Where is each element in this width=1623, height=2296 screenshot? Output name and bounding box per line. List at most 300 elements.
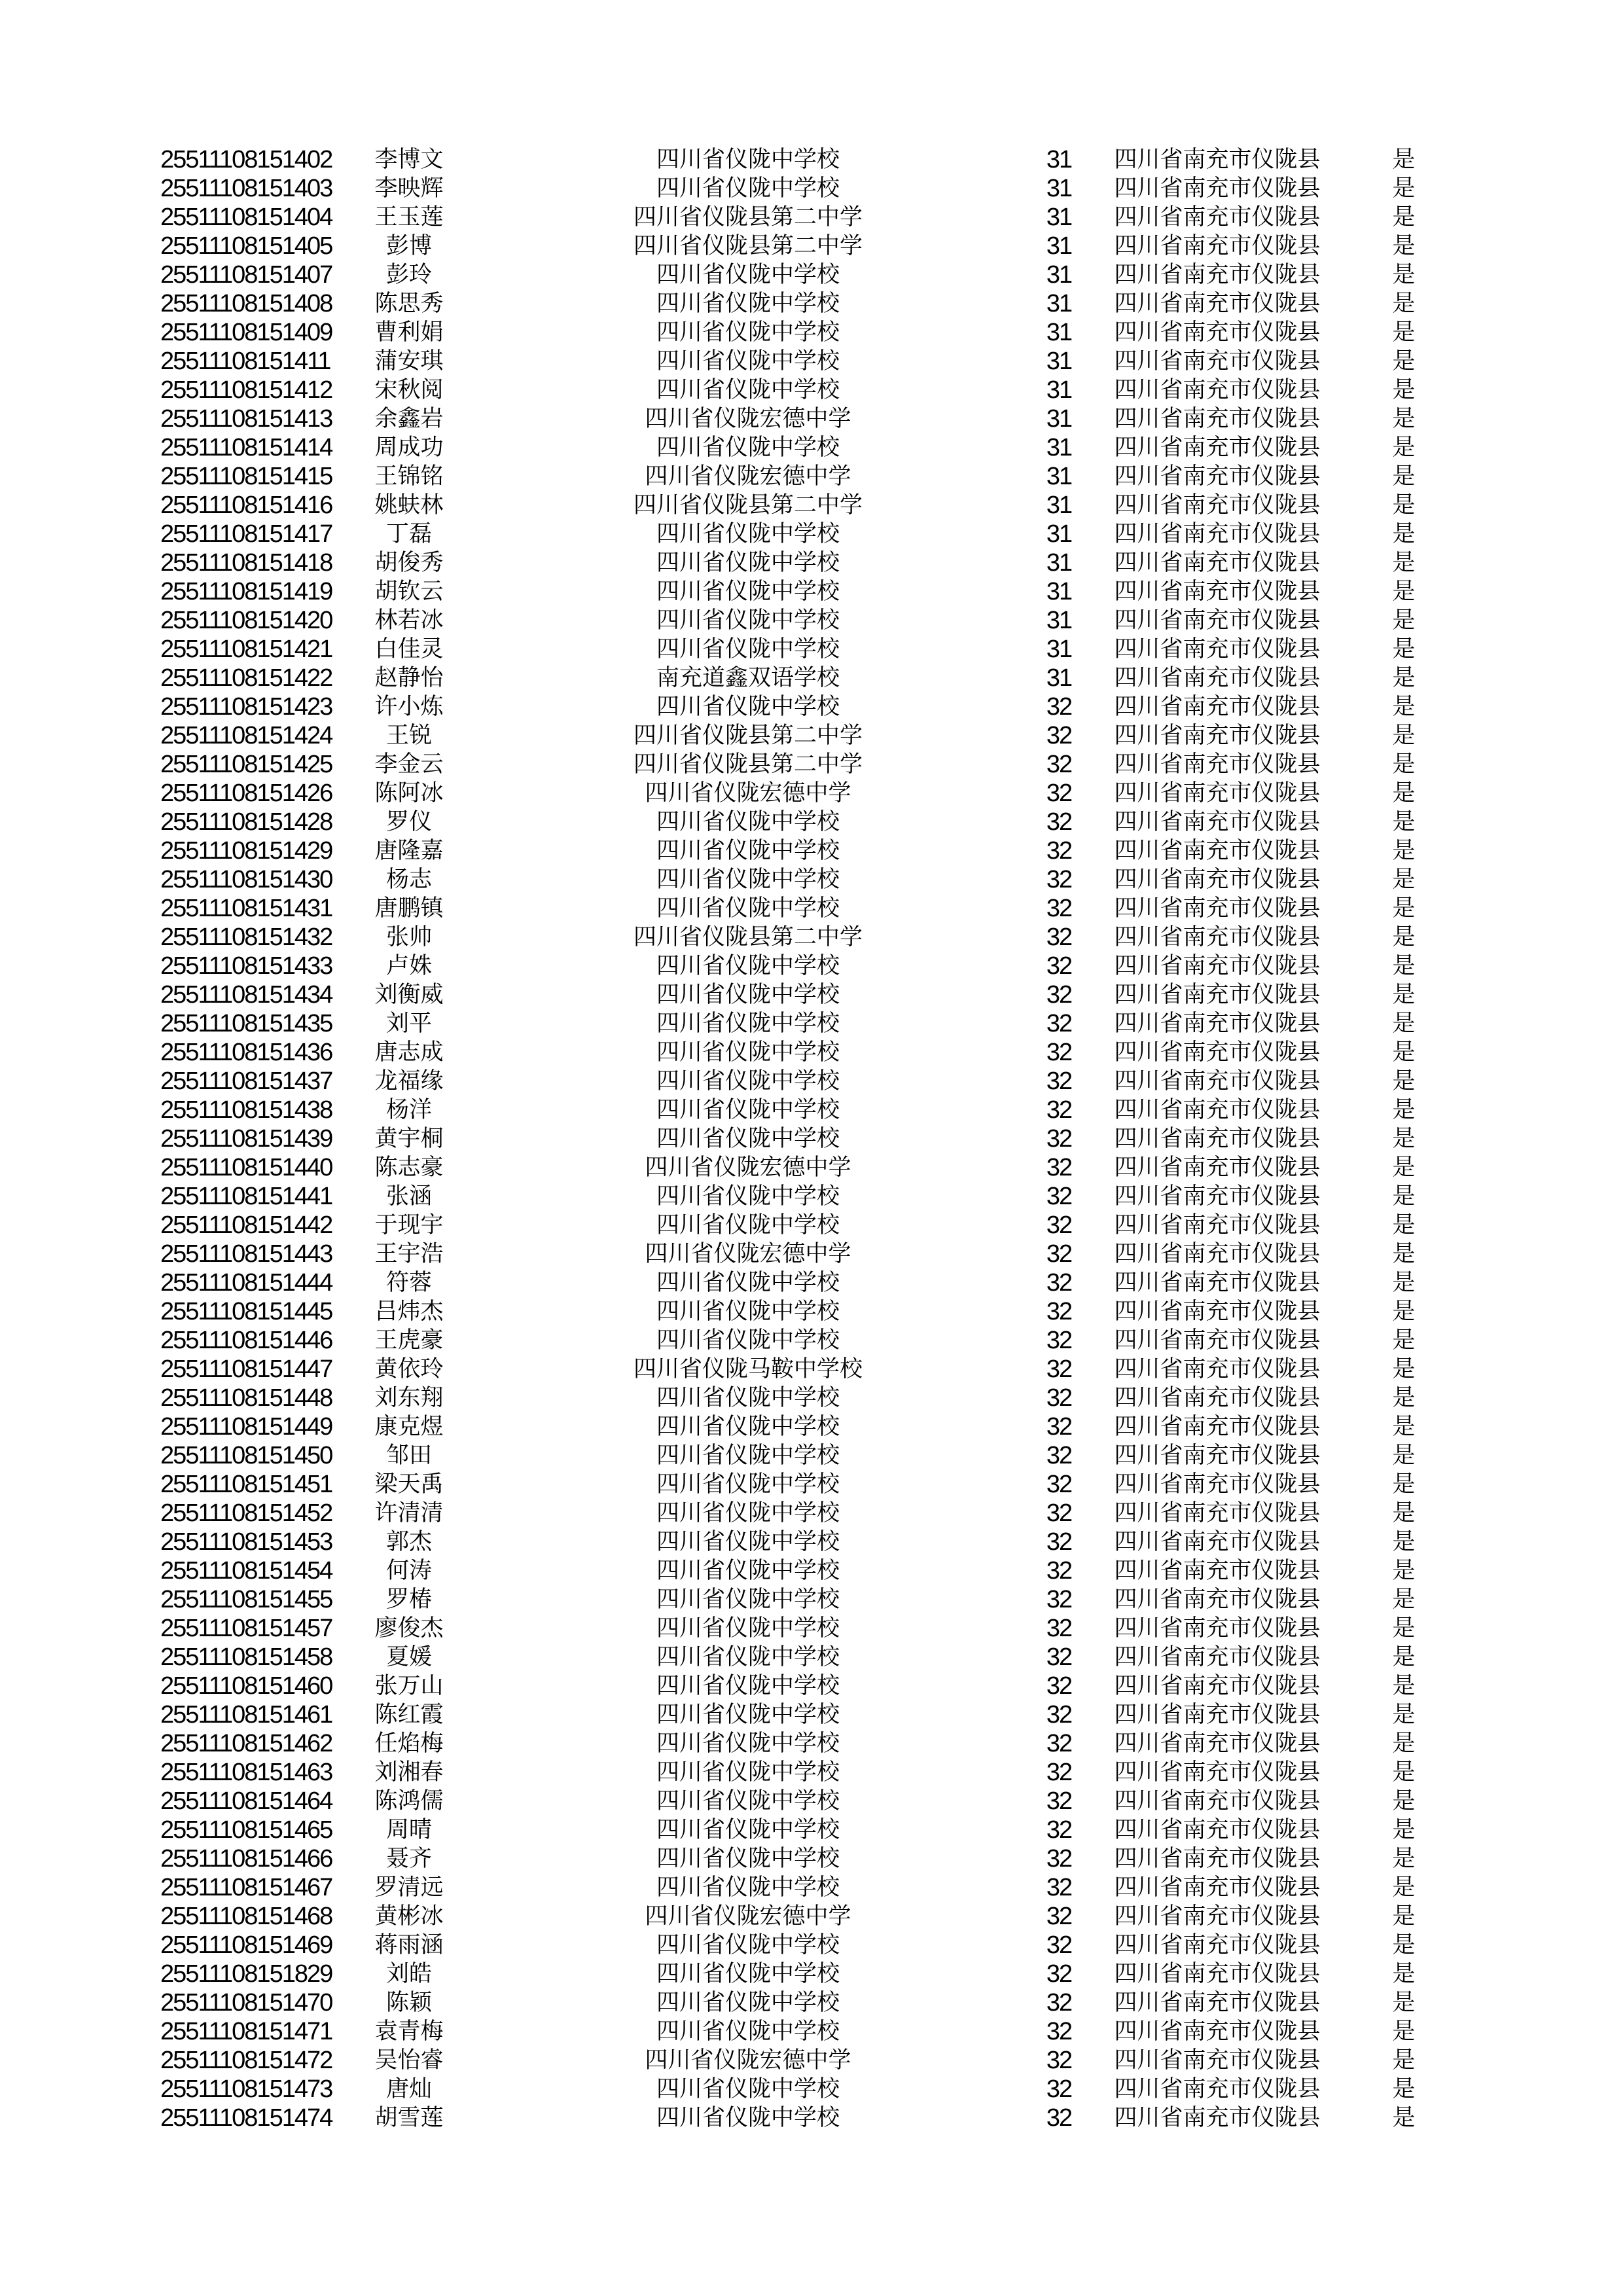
table-row [0,548,1623,577]
district-name: 四川省南充市仪陇县 [1114,1615,1321,1641]
district-name: 四川省南充市仪陇县 [1114,492,1321,518]
exam-id: 25511108151450 [160,1442,332,1469]
group-number: 32 [1046,1672,1072,1700]
student-name: 陈阿冰 [374,780,444,806]
fresh-graduate-flag: 是 [1392,2018,1416,2044]
student-name: 郭杰 [385,1529,432,1554]
fresh-graduate-flag: 是 [1392,291,1416,316]
school-name: 四川省仪陇中学校 [656,1385,840,1410]
school-name: 四川省仪陇中学校 [656,867,840,892]
exam-id: 25511108151474 [160,2104,332,2132]
exam-id: 25511108151403 [160,175,332,202]
fresh-graduate-flag: 是 [1392,1039,1416,1065]
district-name: 四川省南充市仪陇县 [1114,1299,1321,1324]
district-name: 四川省南充市仪陇县 [1114,463,1321,489]
exam-id: 25511108151460 [160,1672,332,1700]
school-name: 四川省仪陇中学校 [656,1846,840,1871]
student-name: 许小炼 [374,694,444,719]
school-name: 四川省仪陇县第二中学 [633,492,863,518]
school-name: 四川省仪陇中学校 [656,1702,840,1727]
district-name: 四川省南充市仪陇县 [1114,1471,1321,1497]
fresh-graduate-flag: 是 [1392,723,1416,748]
student-name: 刘平 [385,1011,432,1036]
fresh-graduate-flag: 是 [1392,636,1416,662]
exam-id: 25511108151465 [160,1816,332,1844]
fresh-graduate-flag: 是 [1392,1644,1416,1670]
group-number: 32 [1046,1586,1072,1613]
district-name: 四川省南充市仪陇县 [1114,2018,1321,2044]
student-name: 夏媛 [385,1644,432,1670]
district-name: 四川省南充市仪陇县 [1114,636,1321,662]
table-row [0,1470,1623,1499]
table-row [0,980,1623,1009]
district-name: 四川省南充市仪陇县 [1114,1788,1321,1814]
fresh-graduate-flag: 是 [1392,463,1416,489]
group-number: 32 [1046,1874,1072,1901]
table-row [0,1988,1623,2017]
table-row [0,2046,1623,2075]
district-name: 四川省南充市仪陇县 [1114,1385,1321,1410]
student-name: 康克煜 [374,1414,444,1439]
table-row [0,1009,1623,1038]
table-row [0,1038,1623,1067]
group-number: 31 [1046,463,1072,490]
school-name: 四川省仪陇中学校 [656,1011,840,1036]
student-name: 聂齐 [385,1846,432,1871]
student-name: 王玉莲 [374,204,444,230]
table-row [0,1124,1623,1153]
district-name: 四川省南充市仪陇县 [1114,204,1321,230]
exam-id: 25511108151457 [160,1615,332,1642]
table-row [0,721,1623,750]
student-name: 李映辉 [374,175,444,201]
district-name: 四川省南充市仪陇县 [1114,867,1321,892]
school-name: 四川省仪陇中学校 [656,319,840,345]
exam-id: 25511108151425 [160,751,332,778]
exam-id: 25511108151419 [160,578,332,605]
student-name: 丁磊 [385,521,432,547]
fresh-graduate-flag: 是 [1392,579,1416,604]
school-name: 四川省仪陇中学校 [656,1529,840,1554]
fresh-graduate-flag: 是 [1392,492,1416,518]
student-name: 刘东翔 [374,1385,444,1410]
fresh-graduate-flag: 是 [1392,1155,1416,1180]
group-number: 32 [1046,2047,1072,2074]
group-number: 31 [1046,232,1072,260]
group-number: 32 [1046,780,1072,807]
exam-id: 25511108151417 [160,520,332,548]
fresh-graduate-flag: 是 [1392,1558,1416,1583]
group-number: 32 [1046,1039,1072,1066]
fresh-graduate-flag: 是 [1392,953,1416,978]
fresh-graduate-flag: 是 [1392,1011,1416,1036]
school-name: 四川省仪陇中学校 [656,348,840,374]
district-name: 四川省南充市仪陇县 [1114,1068,1321,1094]
fresh-graduate-flag: 是 [1392,1932,1416,1958]
school-name: 四川省仪陇中学校 [656,1183,840,1209]
table-row [0,462,1623,491]
student-name: 罗椿 [385,1587,432,1612]
student-name: 唐灿 [385,2076,432,2102]
group-number: 32 [1046,1125,1072,1153]
fresh-graduate-flag: 是 [1392,1126,1416,1151]
district-name: 四川省南充市仪陇县 [1114,435,1321,460]
table-row [0,289,1623,318]
student-name: 罗清远 [374,1874,444,1900]
district-name: 四川省南充市仪陇县 [1114,1155,1321,1180]
group-number: 32 [1046,1154,1072,1181]
group-number: 32 [1046,952,1072,980]
student-name: 白佳灵 [374,636,444,662]
exam-id: 25511108151458 [160,1643,332,1671]
exam-id: 25511108151455 [160,1586,332,1613]
student-name: 袁青梅 [374,2018,444,2044]
school-name: 四川省仪陇中学校 [656,1443,840,1468]
group-number: 31 [1046,261,1072,289]
district-name: 四川省南充市仪陇县 [1114,1414,1321,1439]
district-name: 四川省南充市仪陇县 [1114,1126,1321,1151]
student-name: 蒋雨涵 [374,1932,444,1958]
school-name: 四川省仪陇中学校 [656,1068,840,1094]
student-name: 张帅 [385,924,432,950]
student-name: 梁天禹 [374,1471,444,1497]
school-name: 四川省仪陇马鞍中学校 [633,1356,863,1382]
fresh-graduate-flag: 是 [1392,1500,1416,1526]
student-name: 唐鹏镇 [374,895,444,921]
group-number: 32 [1046,1471,1072,1498]
school-name: 四川省仪陇中学校 [656,175,840,201]
district-name: 四川省南充市仪陇县 [1114,2105,1321,2130]
school-name: 四川省仪陇宏德中学 [645,463,851,489]
group-number: 32 [1046,1355,1072,1383]
exam-id: 25511108151444 [160,1269,332,1297]
fresh-graduate-flag: 是 [1392,1702,1416,1727]
exam-id: 25511108151461 [160,1701,332,1729]
table-row [0,1902,1623,1931]
fresh-graduate-flag: 是 [1392,1817,1416,1842]
group-number: 32 [1046,722,1072,749]
student-name: 唐隆嘉 [374,838,444,863]
table-row [0,1643,1623,1672]
school-name: 四川省仪陇中学校 [656,2018,840,2044]
group-number: 31 [1046,520,1072,548]
student-name: 陈红霞 [374,1702,444,1727]
table-row [0,1528,1623,1556]
group-number: 31 [1046,175,1072,202]
district-name: 四川省南充市仪陇县 [1114,262,1321,287]
school-name: 四川省仪陇中学校 [656,607,840,633]
exam-id: 25511108151473 [160,2075,332,2103]
exam-id: 25511108151443 [160,1240,332,1268]
table-row [0,1672,1623,1700]
group-number: 32 [1046,1816,1072,1844]
table-row [0,2017,1623,2046]
school-name: 四川省仪陇宏德中学 [645,1155,851,1180]
district-name: 四川省南充市仪陇县 [1114,1587,1321,1612]
table-row [0,376,1623,404]
district-name: 四川省南充市仪陇县 [1114,838,1321,863]
fresh-graduate-flag: 是 [1392,1788,1416,1814]
group-number: 32 [1046,2104,1072,2132]
student-name: 卢姝 [385,953,432,978]
exam-id: 25511108151420 [160,607,332,634]
fresh-graduate-flag: 是 [1392,406,1416,431]
table-row [0,952,1623,980]
student-name: 胡俊秀 [374,550,444,575]
exam-id: 25511108151435 [160,1010,332,1037]
fresh-graduate-flag: 是 [1392,1673,1416,1698]
group-number: 32 [1046,1327,1072,1354]
fresh-graduate-flag: 是 [1392,895,1416,921]
student-name: 胡雪莲 [374,2105,444,2130]
exam-id: 25511108151464 [160,1787,332,1815]
student-name: 胡钦云 [374,579,444,604]
district-name: 四川省南充市仪陇县 [1114,1241,1321,1266]
school-name: 四川省仪陇中学校 [656,1500,840,1526]
group-number: 32 [1046,1931,1072,1959]
group-number: 32 [1046,1615,1072,1642]
district-name: 四川省南充市仪陇县 [1114,1500,1321,1526]
district-name: 四川省南充市仪陇县 [1114,1874,1321,1900]
table-row [0,894,1623,923]
fresh-graduate-flag: 是 [1392,348,1416,374]
district-name: 四川省南充市仪陇县 [1114,147,1321,172]
fresh-graduate-flag: 是 [1392,1471,1416,1497]
table-row [0,1355,1623,1384]
district-name: 四川省南充市仪陇县 [1114,895,1321,921]
district-name: 四川省南充市仪陇县 [1114,1529,1321,1554]
school-name: 四川省仪陇县第二中学 [633,233,863,259]
district-name: 四川省南充市仪陇县 [1114,175,1321,201]
district-name: 四川省南充市仪陇县 [1114,1183,1321,1209]
school-name: 四川省仪陇中学校 [656,1039,840,1065]
school-name: 四川省仪陇中学校 [656,435,840,460]
district-name: 四川省南充市仪陇县 [1114,1961,1321,1986]
fresh-graduate-flag: 是 [1392,319,1416,345]
student-name: 黄彬冰 [374,1903,444,1929]
table-row [0,1816,1623,1844]
table-row [0,577,1623,606]
student-name: 张涵 [385,1183,432,1209]
school-name: 四川省仪陇中学校 [656,291,840,316]
exam-id: 25511108151471 [160,2018,332,2045]
group-number: 32 [1046,1010,1072,1037]
student-name: 赵静怡 [374,665,444,691]
fresh-graduate-flag: 是 [1392,1183,1416,1209]
exam-id: 25511108151441 [160,1183,332,1210]
exam-id: 25511108151418 [160,549,332,577]
school-name: 四川省仪陇中学校 [656,809,840,834]
student-name: 余鑫岩 [374,406,444,431]
student-name: 陈鸿儒 [374,1788,444,1814]
group-number: 32 [1046,1903,1072,1930]
group-number: 32 [1046,808,1072,836]
table-row [0,1153,1623,1182]
table-row [0,1412,1623,1441]
group-number: 32 [1046,924,1072,951]
exam-id: 25511108151415 [160,463,332,490]
group-number: 32 [1046,1298,1072,1325]
student-name: 许清清 [374,1500,444,1526]
exam-id: 25511108151442 [160,1211,332,1239]
school-name: 四川省仪陇县第二中学 [633,751,863,777]
exam-id: 25511108151402 [160,146,332,173]
exam-id: 25511108151472 [160,2047,332,2074]
group-number: 32 [1046,1528,1072,1556]
group-number: 32 [1046,2018,1072,2045]
table-row [0,260,1623,289]
school-name: 四川省仪陇中学校 [656,1874,840,1900]
fresh-graduate-flag: 是 [1392,1414,1416,1439]
student-name: 吕炜杰 [374,1299,444,1324]
table-row [0,779,1623,808]
school-name: 四川省仪陇宏德中学 [645,780,851,806]
table-row [0,1758,1623,1787]
district-name: 四川省南充市仪陇县 [1114,751,1321,777]
district-name: 四川省南充市仪陇县 [1114,982,1321,1007]
group-number: 32 [1046,1269,1072,1297]
exam-id: 25511108151437 [160,1067,332,1095]
fresh-graduate-flag: 是 [1392,694,1416,719]
group-number: 32 [1046,751,1072,778]
fresh-graduate-flag: 是 [1392,1529,1416,1554]
fresh-graduate-flag: 是 [1392,1356,1416,1382]
table-row [0,404,1623,433]
table-row [0,1960,1623,1988]
group-number: 32 [1046,837,1072,865]
exam-id: 25511108151440 [160,1154,332,1181]
exam-id: 25511108151445 [160,1298,332,1325]
exam-id: 25511108151414 [160,434,332,461]
group-number: 32 [1046,1413,1072,1441]
group-number: 32 [1046,895,1072,922]
fresh-graduate-flag: 是 [1392,435,1416,460]
school-name: 南充道鑫双语学校 [656,665,840,691]
group-number: 32 [1046,1183,1072,1210]
student-name: 唐志成 [374,1039,444,1065]
exam-id: 25511108151429 [160,837,332,865]
student-name: 任焰梅 [374,1731,444,1756]
exam-id: 25511108151466 [160,1845,332,1873]
table-row [0,1873,1623,1902]
exam-id: 25511108151432 [160,924,332,951]
school-name: 四川省仪陇中学校 [656,262,840,287]
table-row [0,1182,1623,1211]
school-name: 四川省仪陇中学校 [656,1615,840,1641]
district-name: 四川省南充市仪陇县 [1114,665,1321,691]
group-number: 31 [1046,405,1072,433]
fresh-graduate-flag: 是 [1392,1874,1416,1900]
table-row [0,635,1623,664]
district-name: 四川省南充市仪陇县 [1114,1759,1321,1785]
table-row [0,433,1623,462]
student-name: 王锦铭 [374,463,444,489]
fresh-graduate-flag: 是 [1392,1270,1416,1295]
exam-id: 25511108151431 [160,895,332,922]
table-row [0,491,1623,520]
table-row [0,865,1623,894]
table-row [0,1844,1623,1873]
fresh-graduate-flag: 是 [1392,1846,1416,1871]
student-name: 刘衡威 [374,982,444,1007]
student-name: 符蓉 [385,1270,432,1295]
fresh-graduate-flag: 是 [1392,809,1416,834]
student-name: 林若冰 [374,607,444,633]
exam-id: 25511108151453 [160,1528,332,1556]
student-name: 李金云 [374,751,444,777]
group-number: 32 [1046,1211,1072,1239]
school-name: 四川省仪陇中学校 [656,1932,840,1958]
district-name: 四川省南充市仪陇县 [1114,1558,1321,1583]
table-row [0,836,1623,865]
exam-id: 25511108151452 [160,1499,332,1527]
fresh-graduate-flag: 是 [1392,262,1416,287]
exam-id: 25511108151454 [160,1557,332,1585]
student-name: 宋秋阅 [374,377,444,403]
district-name: 四川省南充市仪陇县 [1114,1990,1321,2015]
district-name: 四川省南充市仪陇县 [1114,550,1321,575]
district-name: 四川省南充市仪陇县 [1114,521,1321,547]
school-name: 四川省仪陇县第二中学 [633,924,863,950]
fresh-graduate-flag: 是 [1392,2105,1416,2130]
group-number: 32 [1046,1701,1072,1729]
exam-id: 25511108151436 [160,1039,332,1066]
exam-id: 25511108151411 [160,348,330,375]
student-name: 黄宇桐 [374,1126,444,1151]
district-name: 四川省南充市仪陇县 [1114,780,1321,806]
table-row [0,750,1623,779]
table-row [0,520,1623,548]
exam-id: 25511108151451 [160,1471,332,1498]
district-name: 四川省南充市仪陇县 [1114,1644,1321,1670]
district-name: 四川省南充市仪陇县 [1114,1270,1321,1295]
school-name: 四川省仪陇中学校 [656,1327,840,1353]
school-name: 四川省仪陇中学校 [656,1126,840,1151]
fresh-graduate-flag: 是 [1392,233,1416,259]
school-name: 四川省仪陇中学校 [656,694,840,719]
exam-id: 25511108151404 [160,204,332,231]
student-name: 王宇浩 [374,1241,444,1266]
table-row [0,1585,1623,1614]
group-number: 31 [1046,376,1072,404]
student-list-table [0,145,1623,2132]
exam-id: 25511108151423 [160,693,332,721]
exam-id: 25511108151829 [160,1960,332,1988]
fresh-graduate-flag: 是 [1392,1299,1416,1324]
table-row [0,1700,1623,1729]
table-row [0,1268,1623,1297]
group-number: 32 [1046,1845,1072,1873]
school-name: 四川省仪陇中学校 [656,377,840,403]
table-row [0,232,1623,260]
district-name: 四川省南充市仪陇县 [1114,694,1321,719]
table-row [0,174,1623,203]
student-name: 张万山 [374,1673,444,1698]
exam-id: 25511108151409 [160,319,332,346]
student-name: 王虎豪 [374,1327,444,1353]
school-name: 四川省仪陇宏德中学 [645,1903,851,1929]
exam-id: 25511108151422 [160,664,332,692]
table-row [0,1384,1623,1412]
school-name: 四川省仪陇中学校 [656,1414,840,1439]
table-row [0,606,1623,635]
school-name: 四川省仪陇中学校 [656,1759,840,1785]
table-row [0,1614,1623,1643]
district-name: 四川省南充市仪陇县 [1114,1817,1321,1842]
exam-id: 25511108151413 [160,405,332,433]
group-number: 32 [1046,1989,1072,2017]
fresh-graduate-flag: 是 [1392,867,1416,892]
